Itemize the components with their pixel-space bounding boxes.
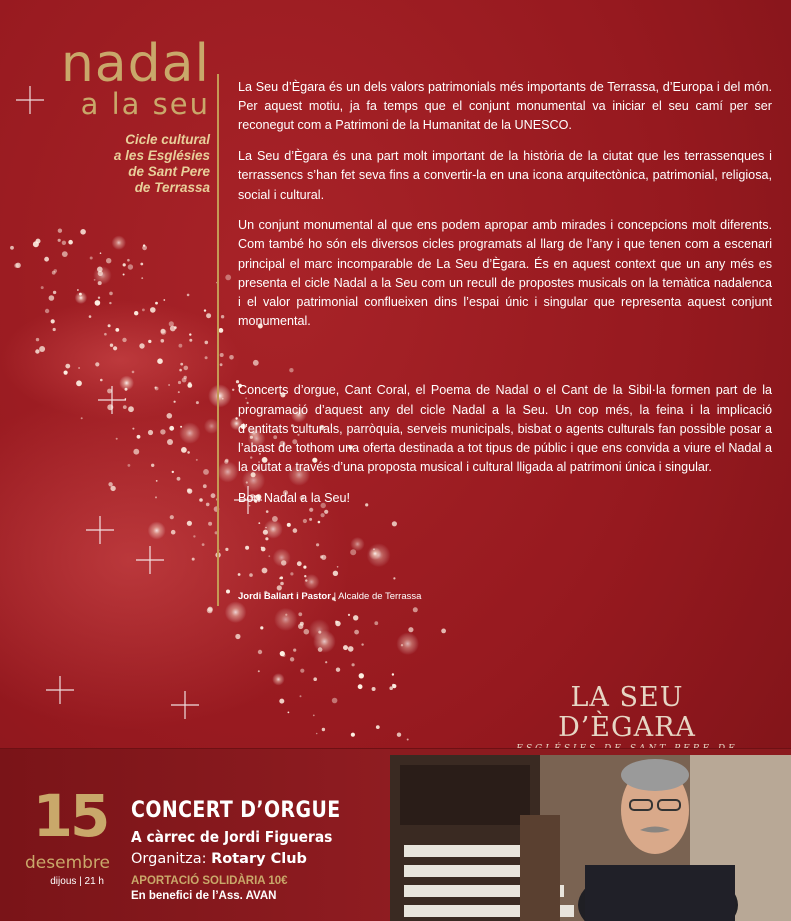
sparkle [134,311,138,315]
sparkle [187,521,192,526]
sparkle [303,566,306,569]
sparkle [155,387,159,391]
sparkle [123,263,126,266]
sparkle [206,313,211,318]
sparkle [140,263,143,266]
sparkle [258,522,260,524]
sparkle [325,661,327,663]
sparkle [62,241,66,245]
sparkle [178,391,180,393]
sparkle [208,522,212,526]
sparkle [113,346,117,350]
sparkle [354,630,359,635]
sparkle [133,449,139,455]
sparkle [193,535,195,537]
sparkle [332,698,338,704]
sparkle [58,229,62,233]
sparkle [300,695,302,697]
sparkle [336,668,340,672]
sparkle [202,543,205,546]
sparkle [318,521,321,524]
sparkle [298,612,302,616]
letter-paragraph-3: Un conjunt monumental al que ens podem apropar amb mirades i concepcions molt diferents. Com també ho són els diversos cicles programats al llarg de l’any i que tenen com a escenari principal el marc incomparable de La Seu d’Ègara. És en aquest context que un any més es presenta el cicle Nadal a la Seu com un recull de propostes musicals on la temàtica nadalenca i el valor patrimonial conflueixen dins l’espai únic i singular que representa aquest conjunt monumental. [238,218,772,329]
sparkle [168,384,170,386]
sparkle [358,684,363,689]
sparkle [203,484,207,488]
sparkle [225,548,228,551]
sparkle [316,733,318,735]
sparkle [290,572,293,575]
sparkle [219,328,224,333]
sparkle [189,339,192,342]
sparkle [53,291,56,294]
sparkle [151,464,154,467]
sparkle [211,493,216,498]
sparkle [369,547,382,560]
sparkle [316,543,319,546]
sparkle [277,585,282,590]
sparkle [148,340,151,343]
sparkle [260,626,263,629]
sparkle [258,670,260,672]
brand-title [40,34,210,196]
sparkle [108,324,111,327]
sparkle [178,381,181,384]
sparkle [238,573,241,576]
sparkle [157,358,163,364]
sparkle [374,621,378,625]
sparkle [179,369,182,372]
sparkle [221,315,224,318]
sparkle [313,715,315,717]
sparkle [300,669,304,673]
event-day: 15 [32,782,108,850]
sparkle [207,608,213,614]
sparkle [127,259,130,262]
signature-name: Jordi Ballart i Pastor [238,591,331,602]
letter-closing: Bon Nadal a la Seu! [238,490,351,505]
sparkle [81,417,83,419]
sparkle [107,389,112,394]
sparkle [80,229,86,235]
sparkle [110,344,113,347]
event-organizer-label: Organitza: [131,851,207,867]
sparkle [128,406,134,412]
sparkle [65,364,70,369]
brand-subtitle-line2: a les Esglésies [113,148,210,163]
sparkle [180,426,182,428]
sparkle [318,647,323,652]
sparkle [89,315,92,318]
sparkle [167,439,173,445]
sparkle [413,607,418,612]
sparkle [262,568,268,574]
sparkle [318,631,321,634]
sparkle [279,699,284,704]
sparkle [305,579,307,581]
sparkle [372,687,376,691]
sparkle [68,240,73,245]
sparkle [170,326,176,332]
sparkle [265,537,268,540]
sparkle [182,378,187,383]
sparkle [274,608,297,631]
sparkle [264,520,283,539]
sparkle [184,366,189,371]
sparkle [293,649,296,652]
sparkle [351,733,355,737]
sparkle [205,341,209,345]
sparkle [161,329,166,334]
sparkle [51,319,55,323]
sparkle [376,725,380,729]
sparkle [441,629,446,634]
sparkle [225,275,231,281]
sparkle [139,343,144,348]
sparkle [36,239,41,244]
sparkle [392,673,394,675]
letter-paragraph-1: La Seu d’Ègara és un dels valors patrimonials més importants de Terrassa, d’Europa i del món. Per aquest motiu, ja fa temps que el conjunt monumental va iniciar el seu camí per ser reconegut com a Patrimoni de la Humanitat de la UNESCO. [238,80,772,133]
sparkle [54,269,58,273]
sparkle [408,627,413,632]
sparkle [53,328,56,331]
sparkle [128,264,133,269]
sparkle [396,632,419,655]
sparkle [220,363,223,366]
sparkle [95,300,101,306]
sparkle [337,566,339,568]
sparkle [187,383,192,388]
sparkle [45,309,49,313]
brand-subtitle-line3: de Sant Pere [128,164,210,179]
sparkle [179,344,183,348]
sparkle [196,401,199,404]
sparkle [287,523,291,527]
sparkle [407,739,409,741]
sparkle [98,297,100,299]
sparkle [58,239,61,242]
sparkle [304,575,306,577]
sparkle [204,309,206,311]
sparkle [272,673,284,685]
sparkle [170,515,174,519]
sparkle [35,349,39,353]
sparkle [177,477,181,481]
sparkle [169,426,174,431]
sparkle [119,376,134,391]
sparkle [104,333,107,336]
sparkle [171,530,176,535]
sparkle [44,257,49,262]
signature-separator: | [333,591,337,602]
event-weekday-time: dijous | 21 h [50,876,104,887]
sparkle [155,496,157,498]
organist-photo [390,755,791,921]
letter-paragraph-4: Concerts d’orgue, Cant Coral, el Poema de Nadal o el Cant de la Sibil·la formen part de la programació d’aquest any del cicle Nadal a la Seu. Un cop més, la feina i la implicació d’entitats culturals, parròquia, serveis municipals, bisbat o agents culturals fan possible posar a l’abast de tothom una oferta destinada a tot tipus de públic i que ens convida a viure el Nadal a la ciutat a través d’una proposta musical i cultural lligada al patrimoni única i singular. [238,383,772,475]
letter-paragraph-2: La Seu d’Ègara és una part molt important de la història de la ciutat que les terrassenques i terrassencs s’han fet seva fins a convertir-la en una icona arquitectònica, patrimonial, religiosa, social i cultural. [238,149,772,202]
sparkle [77,289,79,291]
sparkle [348,646,354,652]
sparkle [141,277,143,279]
sparkle [313,677,317,681]
sparkle [163,299,165,301]
sparkle [76,380,82,386]
sparkle [132,428,134,430]
sparkle [39,346,45,352]
sparkle [100,252,102,254]
sparkle [205,356,208,359]
sparkle [350,537,364,551]
sparkle [160,429,165,434]
sparkle [167,413,173,419]
sparkle [78,367,80,369]
sparkle [249,573,253,577]
sparkle [389,686,393,690]
event-month: desembre [25,853,110,873]
sparkle [343,645,348,650]
sparkle [108,482,112,486]
sparkle [225,601,247,623]
sparkle [98,281,102,285]
sparkle [150,307,156,313]
sparkle [196,459,198,461]
event-benefit: En benefici de l’Ass. AVAN [131,890,277,902]
sparkle [222,398,224,400]
brand-subtitle-line1: Cicle cultural [125,132,210,147]
sparkle [41,286,44,289]
sparkle [232,389,234,391]
sparkle [122,338,126,342]
sparkle [203,469,209,475]
vertical-divider [217,74,219,606]
sparkle [115,328,119,332]
sparkle [148,430,153,435]
sparkle [282,654,285,657]
sparkle [393,577,395,579]
event-organizer [131,851,307,867]
sparkle [181,447,187,453]
sparkle [313,630,336,653]
sparkle [206,503,210,507]
sparkle [235,634,240,639]
sparkle [148,522,166,540]
sparkle [280,576,283,579]
sparkle [161,339,165,343]
sparkle [143,244,145,246]
sparkle [208,384,231,407]
sparkle [220,353,224,357]
sparkle [352,663,355,666]
sparkle [397,733,401,737]
event-performer: A càrrec de Jordi Figueras [131,828,333,846]
sparkle [179,422,200,443]
sparkle [293,528,298,533]
sparkle [261,547,266,552]
sparkle [348,614,350,616]
sparkle [64,371,68,375]
sparkle [297,561,302,566]
brand-title-line1: nadal [60,34,210,94]
event-title: CONCERT D’ORGUE [131,798,341,823]
sparkle [169,321,174,326]
sparkle [217,461,238,482]
sparkle [258,650,262,654]
brand-subtitle [40,132,210,196]
sparkle [187,294,190,297]
sparkle [123,405,127,409]
sparkle [106,258,111,263]
sparkle [298,624,303,629]
sparkle [350,549,356,555]
sparkle [62,251,68,257]
sparkle [392,521,397,526]
sparkle [245,546,249,550]
sparkle [322,728,325,731]
sparkle [192,558,195,561]
sparkle [97,267,103,273]
sparkle [112,236,126,250]
sparkle [109,292,113,296]
sparkle [156,480,158,482]
sparkle [359,673,364,678]
sparkle [174,401,176,403]
event-organizer-name: Rotary Club [211,851,307,867]
brand-subtitle-line4: de Terrassa [134,180,210,195]
sparkle [75,292,87,304]
sparkle [155,302,158,305]
sparkle [290,657,294,661]
sparkle [280,582,284,586]
sparkle [90,257,93,260]
sparkle [123,274,125,276]
sparkle [268,555,270,557]
sparkle [132,371,135,374]
sparkle [187,489,192,494]
sparkle [335,621,340,626]
sparkle [142,309,145,312]
sparkle [172,471,174,473]
sparkle [49,295,55,301]
sparkle [180,363,183,366]
logo-main-text: LA SEU D’ÈGARA [558,682,696,743]
sparkle [137,435,141,439]
sparkle [361,643,363,645]
sparkle [100,379,103,382]
sparkle [199,498,203,502]
sparkle [127,464,130,467]
signature [238,591,421,602]
sparkle [288,712,290,714]
sparkle [226,590,230,594]
sparkle [189,333,191,335]
sparkle [10,246,14,250]
sparkle [15,263,20,268]
sparkle [304,629,310,635]
signature-role: Alcalde de Terrassa [338,591,422,602]
sparkle [321,555,326,560]
sparkle [333,571,338,576]
letter-body [238,78,772,520]
sparkle [95,362,99,366]
sparkle [273,549,291,567]
sparkle [116,438,118,440]
event-donation: APORTACIÓ SOLIDÀRIA 10€ [131,875,288,887]
sparkle [353,615,358,620]
sparkle [36,338,39,341]
sparkle [187,451,190,454]
sparkle [229,355,234,360]
sparkle [110,486,115,491]
sparkle [109,302,111,304]
brand-title-line2: a la seu [80,87,210,121]
